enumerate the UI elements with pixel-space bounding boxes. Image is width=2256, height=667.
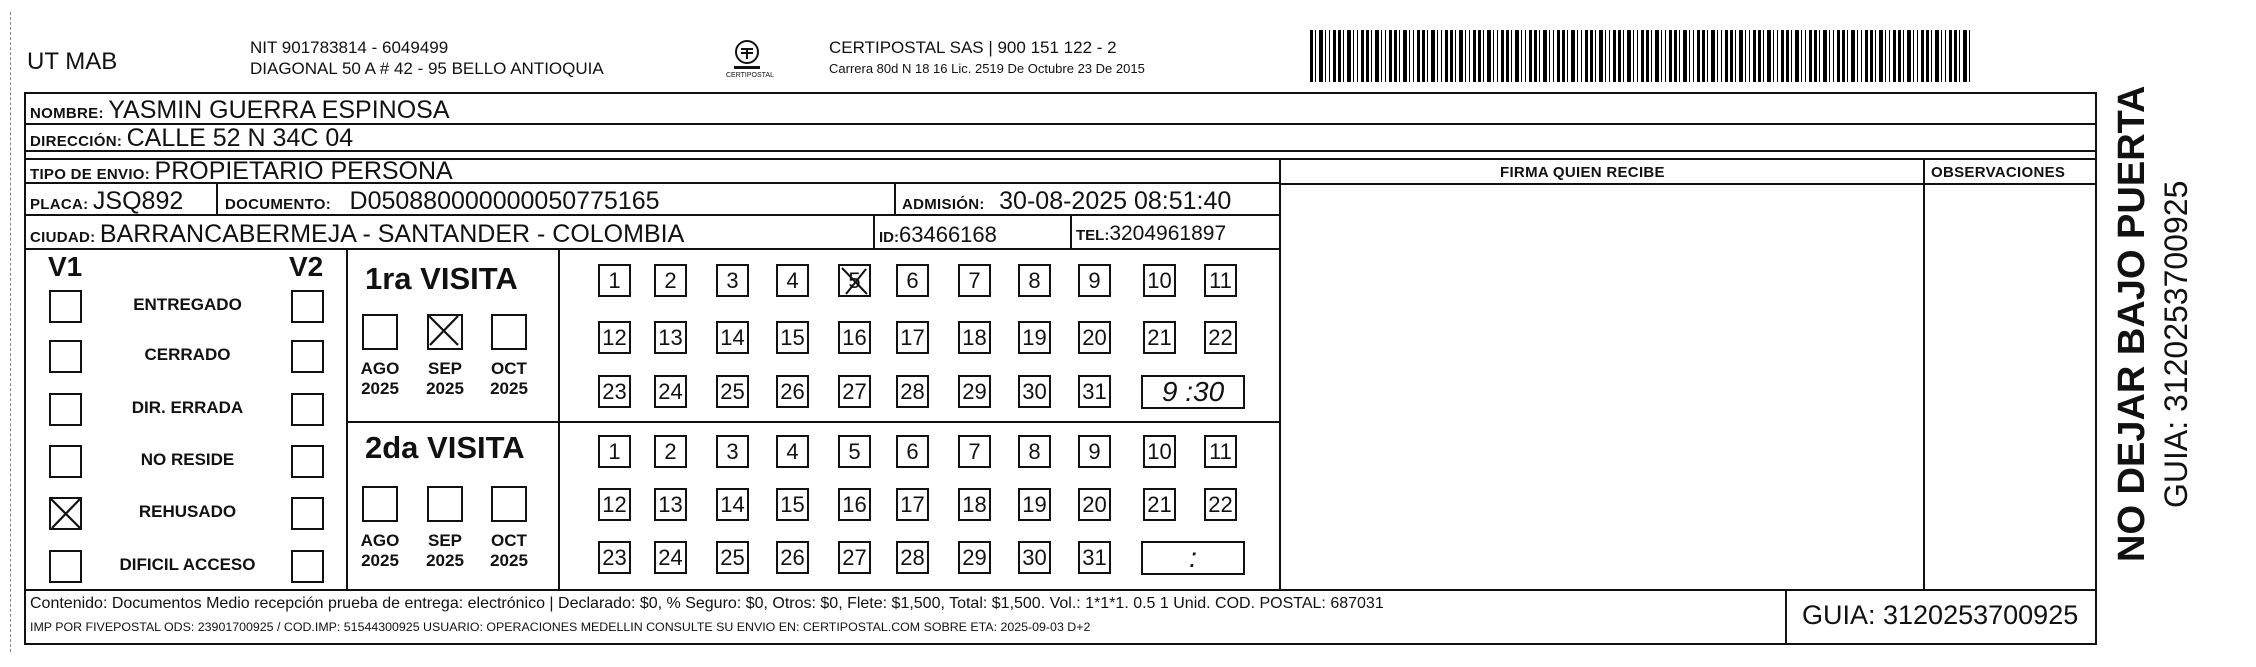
tipo-value: PROPIETARIO PERSONA [154,157,453,185]
first-day-box[interactable]: 31 [1078,375,1111,408]
second-day-box[interactable]: 12 [598,488,631,521]
nombre-row [30,96,450,125]
first-day-box[interactable]: 3 [716,264,749,297]
second-day-box[interactable]: 21 [1143,488,1176,521]
first-day-box[interactable]: 8 [1018,264,1051,297]
side-guia: GUIA: 3120253700925 [2158,180,2194,508]
col-divider [894,182,896,215]
tipo-row [30,157,453,186]
col-divider [1923,158,1925,589]
second-day-box[interactable]: 13 [654,488,687,521]
v2-checkbox[interactable] [291,290,324,323]
second-day-box[interactable]: 23 [598,541,631,574]
company-name: UT MAB [27,48,118,75]
first-day-box[interactable]: 25 [716,375,749,408]
first-day-box[interactable]: 23 [598,375,631,408]
courier-name: CERTIPOSTAL SAS | 900 151 122 - 2 [829,38,1117,57]
id-row [879,222,997,248]
col-divider [216,182,218,215]
first-day-box[interactable]: 12 [598,321,631,354]
first-visit-title: 1ra VISITA [365,261,518,296]
status-label: ENTREGADO [133,295,242,314]
admision-value: 30-08-2025 08:51:40 [999,187,1232,215]
first-day-box[interactable]: 4 [776,264,809,297]
col-divider [1785,589,1787,645]
col-divider [1070,214,1072,248]
logo-text: CERTIPOSTAL [726,72,774,79]
v2-checkbox[interactable] [291,393,324,426]
status-label: DIFICIL ACCESO [119,555,256,574]
first-day-box[interactable]: 20 [1078,321,1111,354]
direccion-value: CALLE 52 N 34C 04 [126,124,354,152]
tel-label: TEL: [1076,227,1110,244]
placa-row [30,187,183,216]
v1-checkbox[interactable] [49,550,82,583]
second-month-checkbox[interactable] [362,486,398,522]
second-day-box[interactable]: 28 [896,541,929,574]
col-divider [558,248,560,589]
second-month-checkbox[interactable] [427,486,463,522]
tel-value: 3204961897 [1109,222,1227,245]
first-year-label: 2025 [490,379,528,398]
second-day-box[interactable]: 16 [838,488,871,521]
documento-row [225,187,660,216]
first-day-box[interactable] [838,264,871,297]
first-day-box[interactable]: 19 [1018,321,1051,354]
v2-checkbox[interactable] [291,497,324,530]
nombre-value: YASMIN GUERRA ESPINOSA [108,96,450,124]
second-day-box[interactable]: 27 [838,541,871,574]
v2-checkbox[interactable] [291,550,324,583]
observaciones-label: OBSERVACIONES [1931,164,2066,181]
second-month-label: SEP [427,531,463,550]
col-divider [1279,158,1281,589]
v1-label: V1 [48,251,83,282]
no-dejar-text: NO DEJAR BAJO PUERTA [2111,85,2153,562]
first-month-checkbox[interactable] [491,314,527,350]
v2-checkbox[interactable] [291,445,324,478]
imp-text: IMP POR FIVEPOSTAL ODS: 23901700925 / COD.IMP: 51544300925 USUARIO: OPERACIONES MEDELLIN CONSULTE SU ENVIO EN: CERTIPOSTAL.COM SOBRE ETA: 2025-09-03 D+2 [30,620,1091,634]
placa-label: PLACA: [30,196,89,213]
v1-checkbox[interactable] [49,340,82,373]
second-day-box[interactable]: 31 [1078,541,1111,574]
first-day-box[interactable]: 15 [776,321,809,354]
first-day-box[interactable]: 14 [716,321,749,354]
first-year-label: 2025 [361,379,399,398]
second-day-box[interactable]: 3 [716,435,749,468]
second-day-box[interactable]: 10 [1143,435,1176,468]
id-label: ID: [879,229,899,246]
first-day-box[interactable]: 30 [1018,375,1051,408]
first-day-box[interactable]: 21 [1143,321,1176,354]
row-divider [1280,183,2097,185]
status-label: CERRADO [144,345,231,364]
first-month-checkbox[interactable] [427,314,463,350]
second-day-box[interactable]: 14 [716,488,749,521]
col-divider [873,214,875,248]
v1-checkbox[interactable] [49,393,82,426]
ciudad-value: BARRANCABERMEJA - SANTANDER - COLOMBIA [99,220,685,248]
first-day-box[interactable]: 28 [896,375,929,408]
second-day-box[interactable]: 19 [1018,488,1051,521]
second-day-box[interactable]: 18 [958,488,991,521]
tipo-label: TIPO DE ENVIO: [30,166,151,183]
ciudad-row [30,220,684,249]
barcode [1310,30,1970,82]
first-day-box[interactable]: 27 [838,375,871,408]
second-day-box[interactable]: 1 [598,435,631,468]
v1-checkbox[interactable] [49,445,82,478]
second-year-label: 2025 [361,551,399,570]
second-month-checkbox[interactable] [491,486,527,522]
firma-label: FIRMA QUIEN RECIBE [1500,164,1665,181]
documento-value: D050880000000050775165 [349,187,660,215]
nombre-label: NOMBRE: [30,105,104,122]
visit-divider [346,421,1280,423]
admision-row [902,187,1231,216]
status-label: DIR. ERRADA [131,398,244,417]
v2-checkbox[interactable] [291,340,324,373]
company-nit: NIT 901783814 - 6049499 [250,38,449,57]
second-day-box[interactable]: 24 [654,541,687,574]
first-day-box[interactable]: 9 [1078,264,1111,297]
first-month-label: AGO [360,359,400,378]
second-day-box[interactable]: 26 [776,541,809,574]
second-visit-title: 2da VISITA [365,430,525,465]
courier-address: Carrera 80d N 18 16 Lic. 2519 De Octubre 23 De 2015 [829,61,1145,76]
second-day-box[interactable]: 4 [776,435,809,468]
ciudad-label: CIUDAD: [30,229,96,246]
second-day-box[interactable]: 25 [716,541,749,574]
first-day-box[interactable]: 10 [1143,264,1176,297]
first-month-label: OCT [491,359,527,378]
second-day-box[interactable]: 30 [1018,541,1051,574]
second-day-box[interactable]: 8 [1018,435,1051,468]
first-day-box[interactable]: 13 [654,321,687,354]
tel-row [1076,222,1226,246]
first-day-box[interactable]: 2 [654,264,687,297]
first-day-box[interactable]: 17 [896,321,929,354]
first-year-label: 2025 [426,379,464,398]
company-address: DIAGONAL 50 A # 42 - 95 BELLO ANTIOQUIA [250,59,604,78]
day-number: 5 [848,267,861,293]
first-day-box[interactable]: 22 [1204,321,1237,354]
first-day-box[interactable]: 1 [598,264,631,297]
contenido-text: Contenido: Documentos Medio recepción prueba de entrega: electrónico | Declarado: $0, % Seguro: $0, Otros: $0, Flete: $1,500, Total: $1,500. Vol.: 1*1*1. 0.5 1 Unid. COD. POSTAL: 687031 [30,595,1384,612]
second-day-box[interactable]: 11 [1204,435,1237,468]
direccion-label: DIRECCIÓN: [30,133,123,150]
second-year-label: 2025 [426,551,464,570]
second-day-box[interactable]: 29 [958,541,991,574]
guia-footer: GUIA: 3120253700925 [1802,600,2079,630]
first-day-box[interactable]: 11 [1204,264,1237,297]
second-month-label: OCT [491,531,527,550]
second-day-box[interactable]: 2 [654,435,687,468]
first-day-box[interactable]: 6 [896,264,929,297]
first-month-label: SEP [427,359,463,378]
second-day-box[interactable]: 7 [958,435,991,468]
first-day-box[interactable]: 26 [776,375,809,408]
v1-checkbox[interactable] [49,290,82,323]
documento-label: DOCUMENTO: [225,196,332,213]
first-time-box[interactable]: 9 :30 [1141,375,1245,409]
first-day-box[interactable]: 18 [958,321,991,354]
first-day-box[interactable]: 29 [958,375,991,408]
first-day-box[interactable]: 16 [838,321,871,354]
first-day-box[interactable]: 7 [958,264,991,297]
second-day-box[interactable]: 9 [1078,435,1111,468]
second-day-box[interactable]: 22 [1204,488,1237,521]
placa-value: JSQ892 [92,187,184,215]
col-divider [346,248,348,589]
certipostal-logo-icon [730,38,764,72]
second-time-box[interactable]: : [1141,541,1245,575]
direccion-row [30,124,353,153]
admision-label: ADMISIÓN: [902,196,985,213]
second-day-box[interactable]: 17 [896,488,929,521]
id-value: 63466168 [899,222,997,247]
status-label: NO RESIDE [140,450,235,469]
second-day-box[interactable]: 15 [776,488,809,521]
second-year-label: 2025 [490,551,528,570]
second-day-box[interactable]: 5 [838,435,871,468]
second-day-box[interactable]: 6 [896,435,929,468]
v1-checkbox[interactable] [49,497,82,530]
first-day-box[interactable]: 24 [654,375,687,408]
second-day-box[interactable]: 20 [1078,488,1111,521]
status-label: REHUSADO [138,502,237,521]
first-month-checkbox[interactable] [362,314,398,350]
second-month-label: AGO [360,531,400,550]
v2-label: V2 [289,251,324,282]
cut-line [10,12,12,652]
